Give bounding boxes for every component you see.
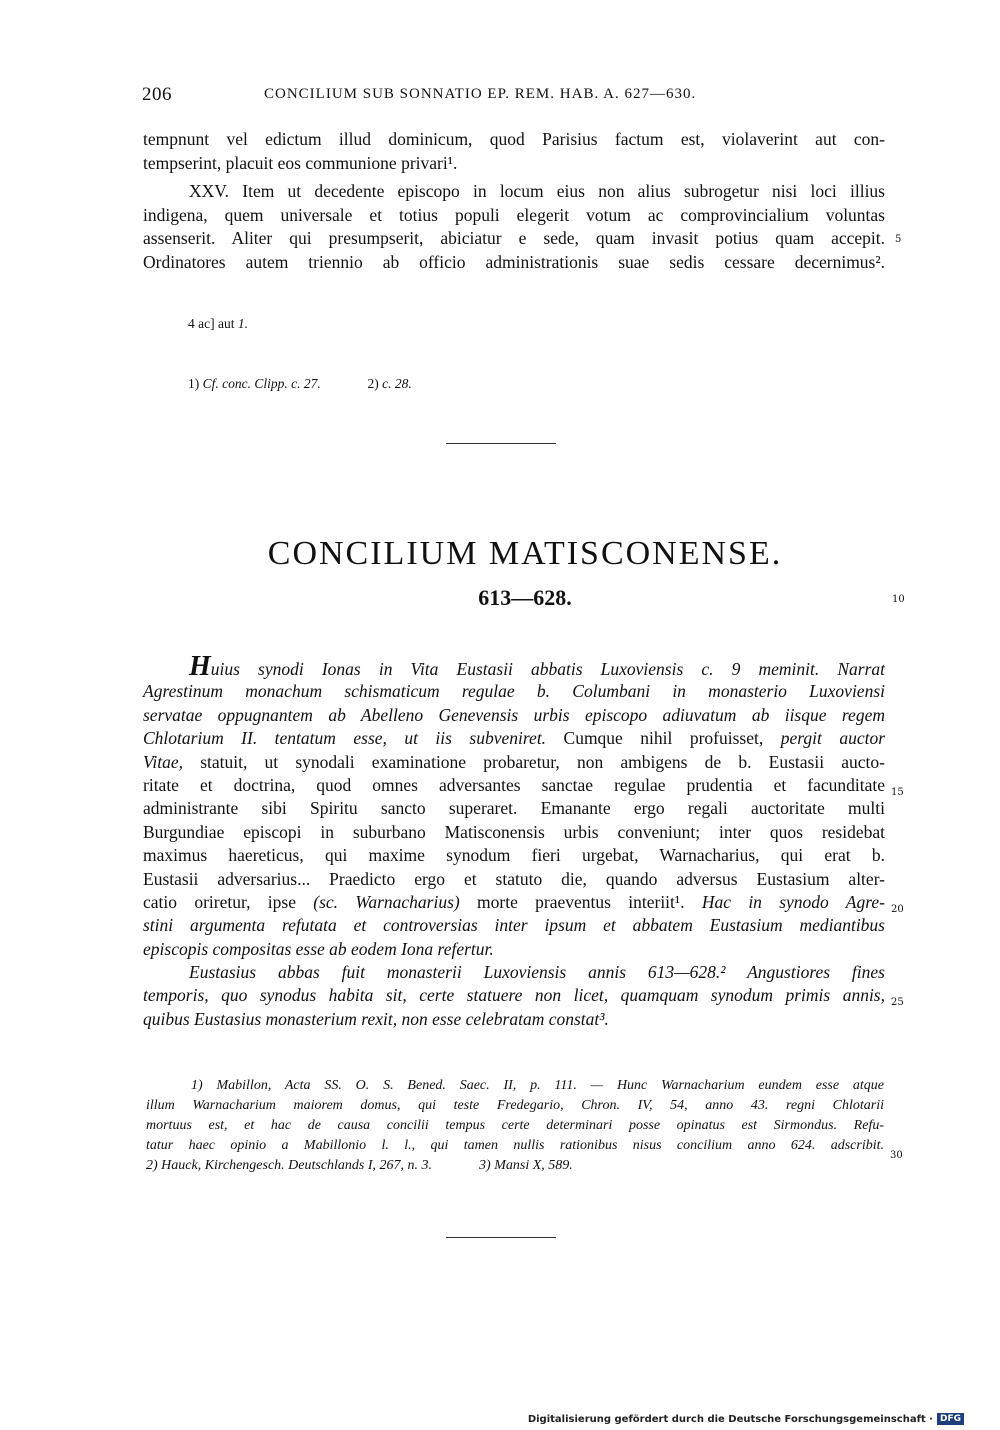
text-line: Huius synodi Ionas in Vita Eustasii abbatis Luxoviensis c. 9 meminit. Narrat [189, 651, 885, 682]
canon-xxiv-end [143, 128, 885, 175]
variant-witness: 1. [237, 316, 248, 331]
line-number: 25 [891, 997, 904, 1008]
footnote-text: c. 28. [382, 376, 412, 391]
text-line: servatae oppugnantem ab Abelleno Genevensis urbis episcopo adiuvatum ab iisque regem [143, 704, 885, 725]
text-line: tempnunt vel edictum illud dominicum, quod Parisius factum est, violaverint aut con- [143, 129, 885, 149]
running-title: CONCILIUM SUB SONNATIO EP. REM. HAB. A. 627—630. [264, 86, 697, 102]
drop-capital: H [189, 651, 211, 682]
variant-reading: 4 ac] aut [188, 316, 235, 331]
text-line: Agrestinum monachum schismaticum regulae b. Columbani in monasterio Luxoviensi [143, 681, 885, 702]
text-line: quibus Eustasius monasterium rexit, non esse celebratam constat³. [143, 1008, 609, 1029]
section-dates: 613—628. [478, 585, 572, 610]
text-line: Vitae, statuit, ut synodali examinatione probaretur, non ambigens de b. Eustasii aucto- [143, 751, 885, 772]
text-line: Chlotarium II. tentatum esse, ut iis subveniret. Cumque nihil profuisset, pergit auctor [143, 728, 886, 749]
introduction [143, 651, 886, 1031]
text-line: tempserint, placuit eos communione privari¹. [143, 152, 458, 173]
source-notes [188, 376, 412, 392]
footnote-marker: 1) [188, 376, 200, 391]
canon-xxv [143, 180, 885, 274]
credit-text: Digitalisierung gefördert durch die Deutsche Forschungsgemeinschaft · [527, 1413, 933, 1425]
text-line: episcopis compositas esse ab eodem Iona refertur. [143, 938, 494, 959]
footnote-line: tatur haec opinio a Mabillonio l. l., qui tamen nullis rationibus nisus concilium anno 624. adscribit. [146, 1138, 884, 1153]
text-line: assenserit. Aliter qui presumpserit, abiciatur e sede, quam invasit potius quam accepit. [143, 228, 885, 248]
text-line: temporis, quo synodus habita sit, certe statuere non licet, quamquam synodum primis annis, [143, 985, 885, 1006]
footnote-line: mortuus est, et hac de causa concilii tempus certe determinari posse opinatus est Sirmondus. Refu- [146, 1118, 884, 1133]
footnote-line [146, 1156, 884, 1176]
text-line: Eustasius abbas fuit monasterii Luxoviensis annis 613—628.² Angustiores fines [189, 962, 885, 983]
footnote-line: 1) Mabillon, Acta SS. O. S. Bened. Saec. II, p. 111. — Hunc Warnacharium eundem esse atque [191, 1078, 884, 1093]
footnote-2: 2) Hauck, Kirchengesch. Deutschlands I, 267, n. 3. [146, 1158, 433, 1173]
text-line: catio oriretur, ipse (sc. Warnacharius) morte praeventus interiit¹. Hac in synodo Agre- [143, 891, 885, 912]
footnotes [146, 1076, 884, 1176]
text-line: Eustasii adversarius... Praedicto ergo et statuto die, quando adversus Eustasium alter- [143, 868, 885, 889]
text-line: ritate et doctrina, quod omnes adversantes sanctae regulae prudentia et facunditate [143, 774, 885, 795]
section-title: CONCILIUM MATISCONENSE. [267, 535, 783, 572]
footnote-marker: 2) [367, 376, 379, 391]
line-number: 5 [895, 234, 902, 245]
line-number: 30 [890, 1150, 903, 1161]
text-line: indigena, quem universale et totius populi elegerit votum ac comprovincialium voluntas [143, 204, 885, 225]
section-divider [446, 443, 556, 444]
line-number: 10 [892, 594, 905, 605]
line-number: 20 [891, 904, 904, 915]
text-line: administrante sibi Spiritu sancto superaret. Emanante ergo regali auctoritate multi [143, 798, 885, 819]
digitization-credit [528, 1413, 964, 1425]
text-line: Ordinatores autem triennio ab officio administrationis suae sedis cessare decernimus². [143, 251, 885, 272]
dfg-logo: DFG [937, 1413, 964, 1425]
footnote-3: 3) Mansi X, 589. [479, 1158, 573, 1173]
variant-apparatus [188, 316, 248, 332]
text-line: maximus haereticus, qui maxime synodum fieri urgebat, Warnacharius, qui erat b. [143, 845, 885, 866]
text-line: XXV. Item ut decedente episcopo in locum eius non alius subrogetur nisi loci illius [189, 181, 885, 201]
text-line: stini argumenta refutata et controversias inter ipsum et abbatem Eustasium mediantibus [143, 915, 885, 936]
footnote-text: Cf. conc. Clipp. c. 27. [202, 376, 321, 391]
line-number: 15 [891, 787, 904, 798]
running-header [142, 84, 778, 108]
footnote-line: illum Warnacharium maiorem domus, qui teste Fredegario, Chron. IV, 54, anno 43. regni Chlotarii [146, 1098, 884, 1113]
end-divider [446, 1237, 556, 1238]
page-number: 206 [142, 84, 172, 105]
text-line: Burgundiae episcopi in suburbano Matisconensis urbis conveniunt; inter quos residebat [143, 821, 885, 842]
